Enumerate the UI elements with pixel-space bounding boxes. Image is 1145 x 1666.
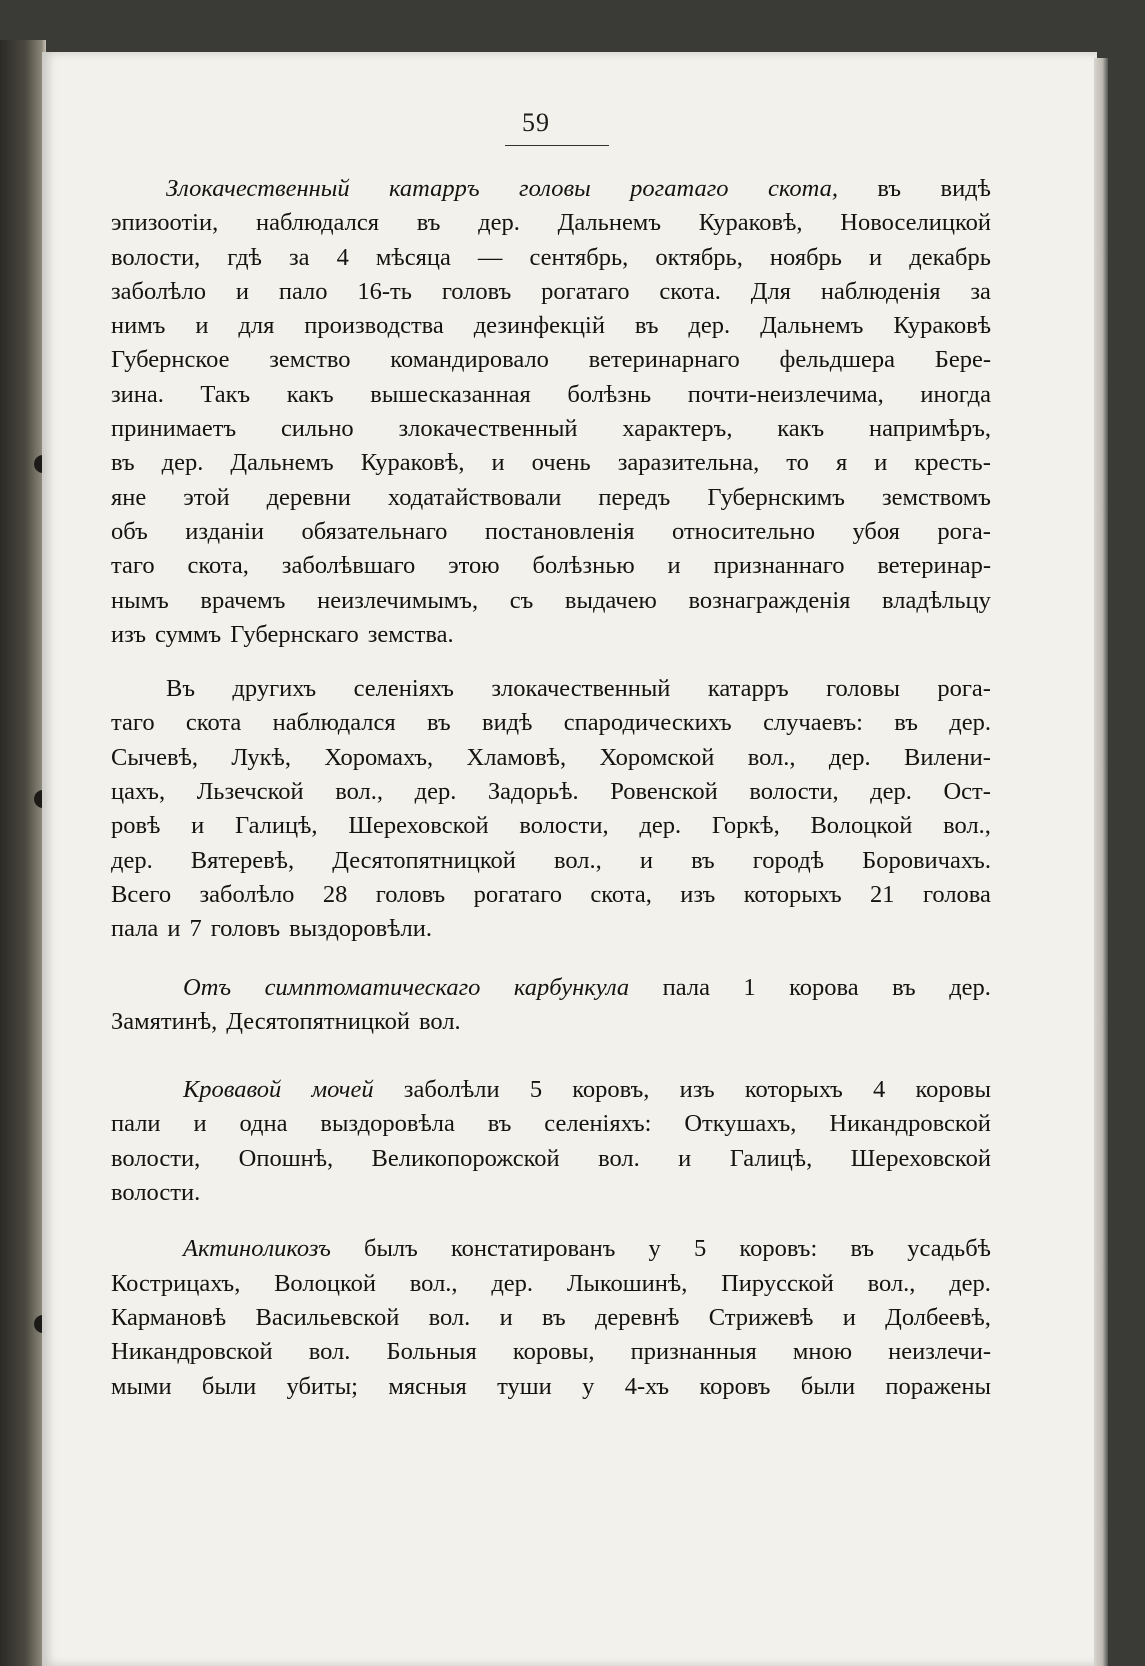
word: дер.: [161, 449, 204, 477]
word: нымъ: [111, 586, 169, 614]
word: видѣ: [482, 709, 533, 737]
word: сильно: [280, 415, 354, 443]
word: владѣльцу: [882, 586, 991, 614]
word: Кураковѣ,: [360, 449, 465, 477]
text-line: [111, 1370, 991, 1404]
word: Ост-: [943, 778, 991, 806]
word: Волоцкой: [274, 1269, 376, 1297]
word: выдачею: [564, 586, 657, 614]
word: и: [667, 552, 681, 580]
word: волости,: [749, 778, 839, 806]
word: которыхъ: [743, 880, 842, 908]
word: Хоромахъ,: [324, 743, 434, 771]
word: скота,: [590, 880, 652, 908]
word: Кармановѣ: [111, 1303, 227, 1331]
word: декабрь: [909, 243, 991, 271]
word: Васильевской: [255, 1303, 400, 1331]
word: карбункула: [513, 973, 630, 1001]
word: головъ: [441, 277, 512, 305]
word: симптоматическаго: [264, 973, 481, 1001]
word: дер.: [949, 709, 991, 737]
word: Никандровской: [829, 1110, 991, 1138]
word: и: [193, 1110, 207, 1138]
word: таго: [111, 552, 155, 580]
word: скота,: [187, 552, 249, 580]
text-line: [111, 343, 991, 377]
word: дер.: [949, 1269, 991, 1297]
word: былъ: [363, 1235, 418, 1263]
word: Десятопятницкой: [226, 1007, 410, 1035]
word: Кровавой: [183, 1076, 282, 1104]
word: и: [842, 1303, 856, 1331]
word: катарръ: [389, 175, 480, 202]
word: случаевъ:: [763, 709, 863, 737]
text-line: [111, 1142, 991, 1176]
word: Галицѣ,: [235, 812, 318, 840]
word: которыхъ: [744, 1076, 843, 1104]
word: ходатайствовали: [387, 483, 562, 511]
word: злокачественный: [398, 415, 578, 443]
text-line: [111, 912, 991, 946]
word: дер.: [870, 778, 912, 806]
word: въ: [487, 1110, 512, 1138]
word: 16-ть: [357, 277, 412, 305]
word: мочей: [311, 1076, 374, 1104]
word: обязательнаго: [301, 517, 448, 545]
word: пала: [662, 973, 710, 1001]
word: вол.,: [409, 1269, 458, 1297]
word: врачемъ: [200, 586, 286, 614]
word: коровъ: [699, 1372, 771, 1400]
word: суммъ: [155, 620, 222, 648]
word: и: [639, 846, 653, 874]
word: октябрь,: [655, 243, 743, 271]
word: мыми: [111, 1372, 172, 1400]
word: Для: [750, 277, 791, 305]
word: скота,: [767, 175, 838, 202]
word: туши: [497, 1372, 552, 1400]
word: скота: [185, 709, 242, 737]
word: вол.: [308, 1338, 351, 1366]
word: коровъ,: [572, 1076, 650, 1104]
word: передъ: [598, 483, 671, 511]
word: и: [491, 449, 505, 477]
word: выздоровѣли.: [289, 915, 432, 943]
word: Ровенской: [610, 778, 718, 806]
word: болѣзнью: [532, 552, 635, 580]
paragraph: [111, 1073, 991, 1210]
word: рога-: [937, 517, 991, 545]
word: Всего: [111, 880, 172, 908]
word: Галицѣ,: [729, 1144, 813, 1172]
word: наблюдался: [255, 209, 380, 237]
word: волости,: [519, 812, 609, 840]
word: въ: [542, 1303, 566, 1331]
text-line: [111, 1232, 991, 1266]
word: Больныя: [386, 1338, 477, 1366]
word: сентябрь,: [529, 243, 629, 271]
text-line: [111, 241, 991, 275]
text-line: [111, 1073, 991, 1107]
word: пала: [111, 915, 159, 943]
word: поражены: [885, 1372, 991, 1400]
paragraph: [111, 672, 991, 946]
word: характеръ,: [622, 415, 733, 443]
word: командировало: [390, 346, 549, 374]
word: дер.: [491, 1269, 534, 1297]
word: признанныя: [630, 1338, 757, 1366]
word: и: [678, 1144, 692, 1172]
word: ноябрь: [769, 243, 842, 271]
text-line: [111, 741, 991, 775]
paragraph: [111, 971, 991, 1040]
word: ветеринарнаго: [588, 346, 740, 374]
word: въ: [416, 209, 441, 237]
word: изъ: [111, 620, 147, 648]
text-line: [111, 618, 991, 652]
word: въ: [111, 449, 135, 477]
text-line: [111, 1301, 991, 1335]
word: Актинoликозъ: [183, 1235, 331, 1263]
word: и: [167, 915, 181, 943]
word: этой: [183, 483, 230, 511]
text-line: [111, 549, 991, 583]
word: Замятинѣ,: [111, 1007, 218, 1035]
word: волости.: [111, 1179, 201, 1207]
word: вышесказанная: [370, 380, 531, 408]
word: вол.,: [335, 778, 384, 806]
word: Сычевѣ,: [111, 743, 198, 771]
text-line: [111, 1335, 991, 1369]
word: изъ: [679, 1076, 715, 1104]
word: фельдшера: [779, 346, 896, 374]
word: убиты;: [286, 1372, 358, 1400]
word: ровѣ: [111, 812, 161, 840]
word: Новоселицкой: [840, 209, 991, 237]
word: головъ: [210, 915, 281, 943]
word: 5: [529, 1076, 543, 1104]
word: у: [648, 1235, 661, 1263]
word: заразительна,: [617, 449, 760, 477]
word: заболѣвшаго: [281, 552, 416, 580]
word: дер.: [949, 973, 991, 1001]
word: Шереховской: [850, 1144, 991, 1172]
body-text: [111, 172, 991, 1404]
word: и: [195, 312, 209, 340]
word: и: [499, 1303, 513, 1331]
word: выздоровѣла: [320, 1110, 455, 1138]
word: изъ: [680, 880, 716, 908]
word: деревни: [266, 483, 351, 511]
word: селенiяхъ:: [544, 1110, 652, 1138]
word: скота.: [659, 277, 721, 305]
word: напримѣръ,: [869, 415, 991, 443]
word: спародическихъ: [563, 709, 732, 737]
word: въ: [892, 973, 916, 1001]
word: констатированъ: [451, 1235, 616, 1263]
word: иногда: [920, 380, 991, 408]
word: кресть-: [914, 449, 991, 477]
word: неизлечи-: [888, 1338, 991, 1366]
text-line: [111, 309, 991, 343]
word: рогатаго: [630, 175, 729, 202]
word: эпизоотiи,: [111, 209, 219, 237]
word: головы: [519, 175, 591, 202]
word: дер.: [639, 812, 682, 840]
page-number-rule: [505, 145, 609, 146]
word: Хламовѣ,: [466, 743, 567, 771]
word: вол.: [419, 1007, 461, 1035]
word: коровы: [915, 1076, 991, 1104]
word: и: [191, 812, 205, 840]
text-line: [111, 1267, 991, 1301]
word: и: [874, 449, 888, 477]
page-number: 59: [522, 108, 550, 137]
word: селенiяхъ: [353, 675, 454, 703]
word: дезинфекцiй: [473, 312, 605, 340]
word: пали: [111, 1110, 161, 1138]
text-line: [111, 672, 991, 706]
word: 21: [870, 880, 895, 908]
text-line: [111, 1107, 991, 1141]
word: земствомъ: [881, 483, 991, 511]
word: я: [835, 449, 848, 477]
word: Дальнемъ: [760, 312, 864, 340]
word: волости,: [111, 1144, 201, 1172]
word: дер.: [111, 846, 153, 874]
word: катарръ: [707, 675, 789, 703]
word: Задорьѣ.: [487, 778, 579, 806]
text-line: [111, 206, 991, 240]
word: были: [800, 1372, 856, 1400]
word: дер.: [828, 743, 871, 771]
word: Льзечской: [196, 778, 304, 806]
word: производства: [304, 312, 444, 340]
word: Горкѣ,: [711, 812, 780, 840]
text-line: [111, 844, 991, 878]
word: 4: [873, 1076, 886, 1104]
word: 1: [743, 973, 756, 1001]
word: головъ: [375, 880, 446, 908]
word: и: [869, 243, 883, 271]
word: вол.,: [747, 743, 796, 771]
word: неизлечимымъ,: [317, 586, 479, 614]
word: рога-: [937, 675, 991, 703]
word: одна: [239, 1110, 288, 1138]
word: почти-неизлечима,: [687, 380, 884, 408]
word: Волоцкой: [810, 812, 913, 840]
word: Лукѣ,: [231, 743, 291, 771]
text-line: [111, 706, 991, 740]
word: другихъ: [232, 675, 317, 703]
word: Губернскаго: [230, 620, 359, 648]
word: гдѣ: [227, 243, 262, 271]
word: корова: [789, 973, 859, 1001]
word: въ: [691, 846, 715, 874]
word: коровъ:: [739, 1235, 818, 1263]
word: за: [970, 277, 991, 305]
word: Пирусской: [721, 1269, 834, 1297]
word: ветеринар-: [877, 552, 991, 580]
word: Откушахъ,: [684, 1110, 797, 1138]
word: 4: [336, 243, 349, 271]
word: какъ: [777, 415, 825, 443]
word: Лыкошинѣ,: [566, 1269, 688, 1297]
text-line: [111, 481, 991, 515]
word: Долбеевѣ,: [885, 1303, 991, 1331]
word: усадьбѣ: [907, 1235, 991, 1263]
word: злокачественный: [491, 675, 671, 703]
word: Десятопятницкой: [332, 846, 516, 874]
word: Кураковѣ,: [698, 209, 803, 237]
word: Бере-: [934, 346, 991, 374]
word: то: [786, 449, 809, 477]
word: Боровичахъ.: [862, 846, 991, 874]
text-line: [111, 775, 991, 809]
word: убоя: [852, 517, 900, 545]
word: деревнѣ: [594, 1303, 680, 1331]
word: видѣ: [940, 175, 991, 202]
word: признаннаго: [713, 552, 845, 580]
word: Дальнемъ: [230, 449, 334, 477]
word: за: [288, 243, 310, 271]
text-line: [111, 412, 991, 446]
text-line: [111, 584, 991, 618]
word: Опошнѣ,: [238, 1144, 334, 1172]
word: Дальнемъ: [557, 209, 661, 237]
word: наблюдался: [272, 709, 396, 737]
text-line: [111, 378, 991, 412]
word: пало: [278, 277, 328, 305]
text-line: [111, 275, 991, 309]
word: вол.: [428, 1303, 471, 1331]
word: объ: [111, 517, 148, 545]
text-line: [111, 878, 991, 912]
word: Отъ: [183, 973, 232, 1001]
word: и: [235, 277, 249, 305]
word: вол.,: [553, 846, 602, 874]
text-line: [111, 515, 991, 549]
word: съ: [509, 586, 534, 614]
word: нимъ: [111, 312, 166, 340]
word: Хоромской: [599, 743, 715, 771]
word: мясныя: [388, 1372, 467, 1400]
word: мѣсяца: [375, 243, 451, 271]
word: Никандровской: [111, 1338, 273, 1366]
word: этою: [448, 552, 500, 580]
word: Вятеревѣ,: [190, 846, 295, 874]
word: рогатаго: [541, 277, 630, 305]
text-line: [111, 1005, 991, 1039]
word: волости,: [111, 243, 201, 271]
word: наблюденiя: [820, 277, 941, 305]
word: дер.: [478, 209, 520, 237]
word: очень: [531, 449, 591, 477]
word: 7: [189, 915, 202, 943]
word: вознагражденiя: [688, 586, 851, 614]
word: вол.: [598, 1144, 640, 1172]
word: Губернскимъ: [707, 483, 845, 511]
word: въ: [427, 709, 451, 737]
text-line: [111, 809, 991, 843]
word: изданiи: [185, 517, 264, 545]
word: Губернское: [111, 346, 230, 374]
word: Злокачественный: [166, 175, 350, 202]
text-line: [111, 1176, 991, 1210]
word: были: [201, 1372, 257, 1400]
word: въ: [634, 312, 659, 340]
word: Кураковѣ: [893, 312, 991, 340]
word: Вилени-: [904, 743, 991, 771]
page-stack-edge: [1094, 58, 1108, 1666]
word: Въ: [166, 675, 196, 703]
word: земство: [269, 346, 351, 374]
word: заболѣли: [403, 1076, 500, 1104]
word: Шереховской: [348, 812, 489, 840]
word: Великопорожской: [371, 1144, 560, 1172]
word: головы: [826, 675, 900, 703]
paragraph: [111, 172, 991, 652]
word: въ: [877, 175, 902, 202]
word: заболѣло: [111, 277, 206, 305]
word: заболѣло: [199, 880, 295, 908]
word: въ: [850, 1235, 875, 1263]
word: коровы,: [512, 1338, 595, 1366]
book-spine-edge: [0, 40, 46, 1666]
word: болѣзнь: [567, 380, 652, 408]
word: городѣ: [752, 846, 825, 874]
text-line: [111, 971, 991, 1005]
word: 4-хъ: [624, 1372, 670, 1400]
word: дер.: [414, 778, 457, 806]
word: вол.,: [867, 1269, 916, 1297]
word: у: [582, 1372, 595, 1400]
word: Такъ: [200, 380, 251, 408]
word: рогатаго: [473, 880, 562, 908]
word: для: [238, 312, 275, 340]
word: зина.: [111, 380, 164, 408]
word: 28: [322, 880, 348, 908]
word: вол.,: [943, 812, 991, 840]
word: земства.: [367, 620, 454, 648]
word: голова: [922, 880, 991, 908]
paragraph: [111, 1232, 991, 1403]
word: мною: [792, 1338, 853, 1366]
text-line: [111, 446, 991, 480]
word: въ: [894, 709, 918, 737]
word: таго: [111, 709, 155, 737]
text-line: [111, 172, 991, 206]
word: Кострицахъ,: [111, 1269, 241, 1297]
word: постановленiя: [484, 517, 635, 545]
word: цахъ,: [111, 778, 166, 806]
word: какъ: [286, 380, 334, 408]
word: дер.: [688, 312, 731, 340]
word: 5: [693, 1235, 707, 1263]
word: Стрижевѣ: [708, 1303, 814, 1331]
word: относительно: [672, 517, 815, 545]
word: принимаетъ: [111, 415, 237, 443]
word: —: [477, 243, 503, 271]
word: яне: [111, 483, 147, 511]
